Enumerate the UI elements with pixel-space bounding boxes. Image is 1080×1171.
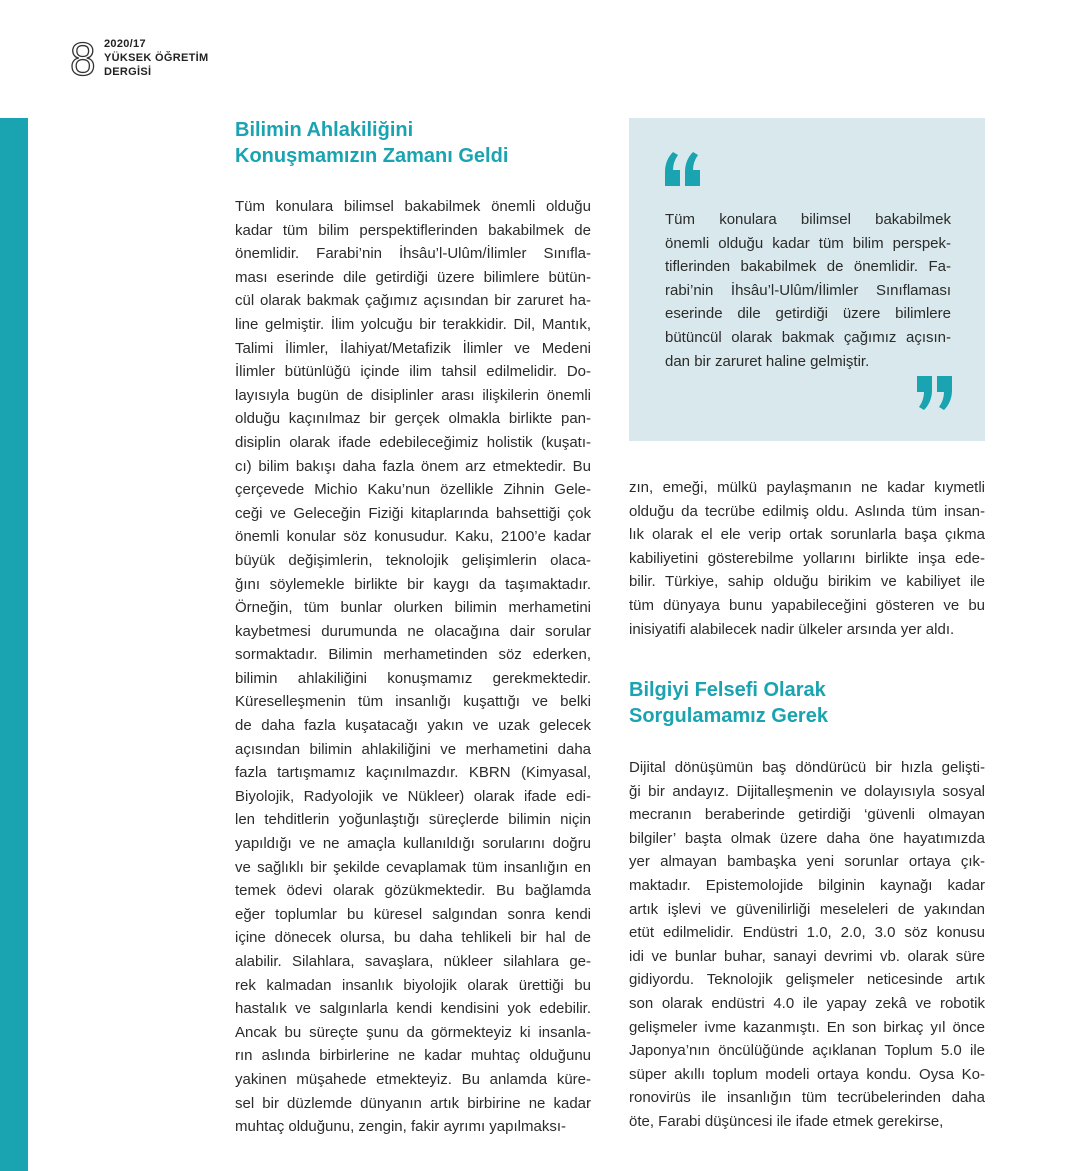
text-line: Tüm konulara bilimsel bakabilmek [665,211,951,228]
text-line: zın, emeği, mülkü paylaşmanın ne kadar kıymetli [629,479,985,496]
text-line: rın aslında birbirlerine ne kadar muhtaç olduğunu [235,1047,591,1065]
text-line: layısıyla bugün de disiplinler arası ilişkilerin önemli [235,386,591,404]
text-line: ğını söylemekle birlikte bir kaygı da taşımaktadır. [235,575,591,593]
text-line: yapıldığı ve ne amaçla kullanıldığı sorularını doğru [235,835,591,853]
text-line: bilimin ahlakiliğini konuşmamız gerekmektedir. [235,669,591,687]
section1-heading [235,117,508,169]
text-line: tüm dünyaya bunu yapabileceğini gösteren ve bu [629,596,985,614]
section2-body [629,756,985,1134]
text-line: lık olarak el ele verip ortak sorunlarla başa çıkma [629,526,985,544]
text-line: disiplin olarak ifade edebileceğimiz holistik (kuşatı- [235,433,591,451]
text-line: cül olarak bakmak çağımız açısından bir zaruret ha- [235,292,591,310]
text-line: rabi’nin İhsâu’l-Ulûm/İlimler Sınıflaması [665,281,951,299]
text-line: Örneğin, tüm bunlar olurken bilimin merhametini [235,599,591,617]
journal-name-line2: DERGİSİ [104,66,152,78]
text-line: maktadır. Epistemolojide bilginin kaynağı kadar [629,876,985,894]
text-line: açısından bilimin ahlakiliğini ve merhametini daha [235,740,591,758]
text-line: büyük değişimlerin, teknolojik gelişimlerin olaca- [235,551,591,569]
text-line: inisiyatifi alabilecek nadir ülkeler arsında yer aldı. [629,620,955,638]
open-quote-icon [663,148,703,188]
text-line: ronovirüs ile insanlığın tüm tecrübelerinden daha [629,1089,985,1107]
text-line: Dijital dönüşümün baş döndürücü bir hızla gelişti- [629,759,985,776]
text-line: idi ve bunlar buhar, sanayi devrimi vb. olarak süre [629,947,985,965]
text-line: rek kalmadan insanlık biyolojik olarak ürettiği bu [235,976,591,994]
text-line: eğer toplumlar bu küresel salgından sonra kendi [235,905,591,923]
text-line: cı) bilim bakışı daha fazla önem arz etmektedir. Bu [235,457,591,475]
text-line: olduğu da tecrübe edilmiş oldu. Aslında tüm insan- [629,502,985,520]
text-line: ceği ve Geleceğin Fiziği kitaplarında bahsettiği çok [235,504,591,522]
text-line: bütüncül olarak bakmak çağımız açısın- [665,328,951,346]
pull-quote-box [629,118,985,441]
text-line: etüt edilmelidir. Endüstri 1.0, 2.0, 3.0 söz konusu [629,924,985,942]
text-line: gelişmeler ivme kazanmıştı. En son birkaç yıl önce [629,1018,985,1036]
text-line: kabiliyetini gösterebilme yollarını birlikte inşa ede- [629,549,985,567]
text-line: kaybetmesi durumunda ne olacağına dair sorular [235,622,591,640]
text-line: len tehditlerin yoğunlaştığı süreçlerde bilimin niçin [235,811,591,829]
heading-line: Konuşmamızın Zamanı Geldi [235,145,509,167]
text-line: temek ödevi olarak gözükmektedir. Bu bağlamda [235,882,591,900]
text-line: çerçevede Michio Kaku’nun özellikle Zihnin Gele- [235,481,591,499]
text-line: ve sağlıklı bir şekilde cevaplamak tüm insanlığın en [235,858,591,876]
text-line: önemli olduğu kadar tüm bilim perspek- [665,234,951,252]
accent-side-bar [0,118,28,1171]
text-line: bilgiler’ başta olmak üzere daha öne hayatımızda [629,829,985,847]
text-line: sel bir düzlemde dünyanın artık birbirine ne kadar [235,1094,591,1112]
text-line: önemlidir. Farabi’nin İhsâu’l-Ulûm/İlimler Sınıfla- [235,245,591,263]
journal-name-line1: YÜKSEK ÖĞRETİM [104,52,209,64]
pull-quote-text [665,208,951,373]
heading-line: Bilimin Ahlakiliğini [235,119,414,141]
heading-line: Bilgiyi Felsefi Olarak [629,679,826,701]
section1-body [235,195,591,1139]
text-line: hastalık ve salgınlarla kendi kendisini yok edebilir. [235,1000,591,1018]
text-line: süper akıllı toplum modeli ortaya kondu. Oysa Ko- [629,1065,985,1083]
text-line: muhtaç olduğunu, zengin, fakir ayrımı yapılmaksı- [235,1118,566,1136]
text-line: fazla tartışmamız kaçınılmazdır. KBRN (Kimyasal, [235,764,591,782]
heading-line: Sorgulamamız Gerek [629,705,828,727]
text-line: Ancak bu süreçte şunu da görmekteyiz ki insanla- [235,1023,591,1041]
text-line: Japonya’nın öncülüğünde açıklanan Toplum 5.0 ile [629,1042,985,1060]
close-quote-icon [915,374,955,414]
text-line: içine dönecek olursa, bu daha tehlikeli bir hal de [235,929,591,947]
text-line: yakinen müşahede etmekteyiz. Bu anlamda küre- [235,1070,591,1088]
continuation-body [629,476,985,641]
text-line: İlimler bütünlüğü içinde ilim tahsil edilmelidir. Do- [235,363,591,381]
text-line: line gelmiştir. İlim yolcuğu bir terakkidir. Dil, Mantık, [235,315,591,333]
text-line: bilir. Türkiye, sahip olduğu birikim ve kabiliyet ile [629,573,985,591]
text-line: sormaktadır. Bilimin merhametinden söz ederken, [235,646,591,664]
journal-info [104,37,208,79]
text-line: önemli konular söz konusudur. Kaku, 2100’e kadar [235,528,591,546]
text-line: Biyolojik, Radyolojik ve Nükleer) olarak ifade edi- [235,787,591,805]
text-line: olduğu kaçınılmaz bir gerçek olmakla birlikte pan- [235,410,591,428]
text-line: Talimi İlimler, İlahiyat/Metafizik İlimler ve Medeni [235,339,591,357]
text-line: öte, Farabi düşüncesi ile ifade etmek gerekirse, [629,1112,944,1130]
text-line: ması eserinde dile getirdiği üzere bilimlere bütün- [235,268,591,286]
text-line: tiflerinden bakabilmek de önemlidir. Fa- [665,258,951,276]
text-line: son olarak endüstri 4.0 ile yapay zekâ ve robotik [629,994,985,1012]
text-line: dan bir zaruret haline gelmiştir. [665,352,870,370]
page-number: 8 [70,33,96,85]
text-line: Tüm konulara bilimsel bakabilmek önemli olduğu [235,198,591,215]
text-line: artık işlevi ve güvenilirliği meseleleri de yakından [629,900,985,918]
text-line: yer almayan bambaşka yeni sorunlar ortaya çık- [629,853,985,871]
text-line: mecranın beraberinde getirdiği ‘güvenli olmayan [629,806,985,824]
text-line: kadar tüm bilim perspektiflerinden bakabilmek de [235,221,591,239]
text-line: gidiyordu. Teknolojik gelişmeler neticesinde artık [629,971,985,989]
section2-heading [629,677,828,729]
text-line: eserinde dile getirdiği üzere bilimlere [665,305,951,323]
issue-number: 2020/17 [104,38,146,50]
text-line: alabilir. Silahlara, savaşlara, nükleer silahlara ge- [235,953,591,970]
text-line: Küreselleşmenin tüm insanlığı kuşattığı ve belki [235,693,591,711]
text-line: ği bir andayız. Dijitalleşmenin ve dolayısıyla sosyal [629,782,985,800]
text-line: de daha fazla kuşatacağı yakın ve uzak gelecek [235,717,591,735]
